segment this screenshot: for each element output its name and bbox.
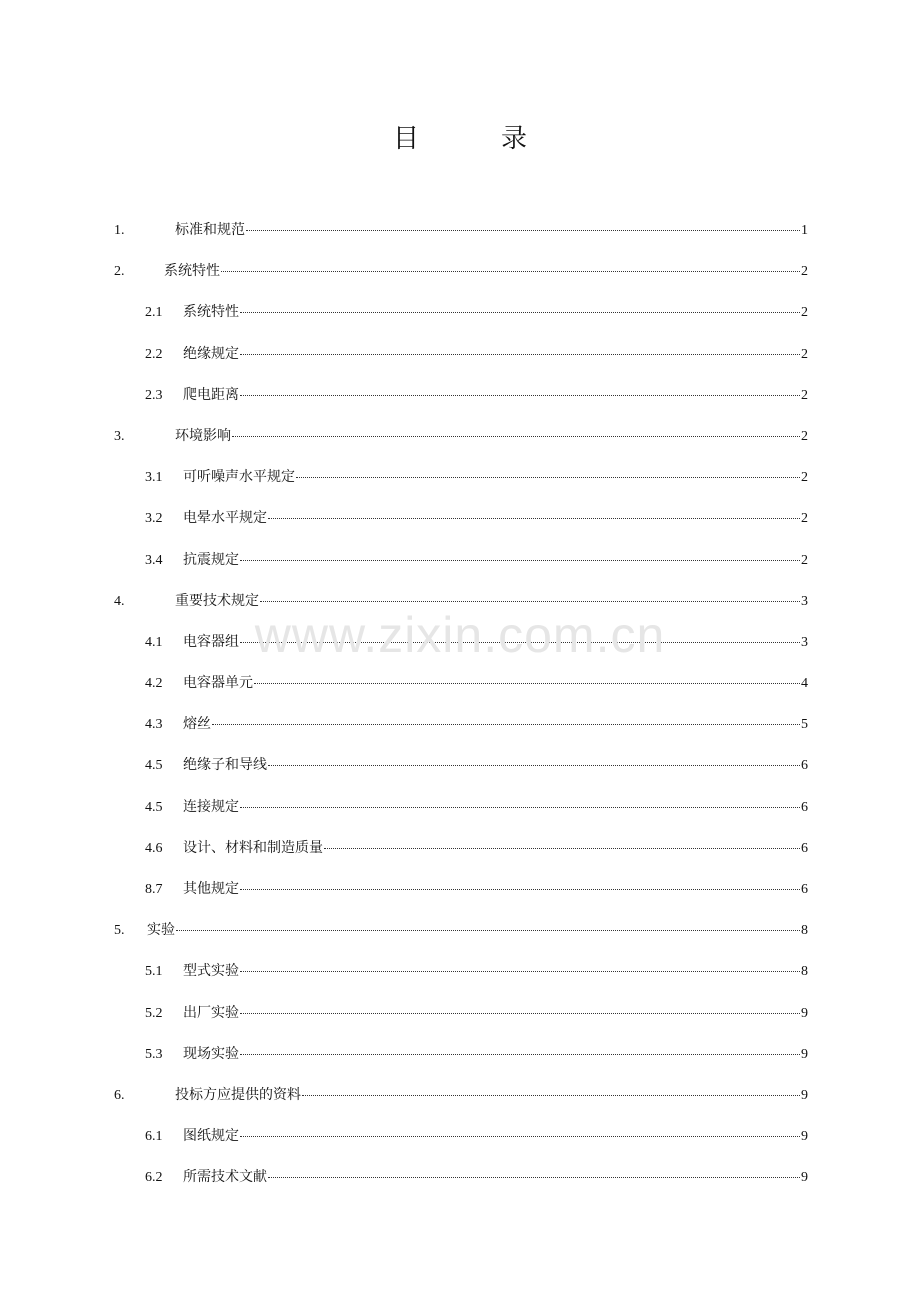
toc-entry-page-number: 6 (801, 799, 808, 815)
toc-entry-number: 8.7 (145, 882, 163, 897)
toc-entry-label: 电容器组 (183, 633, 239, 650)
toc-entry-label: 设计、材料和制造质量 (183, 839, 323, 856)
toc-entry[interactable] (0, 1038, 920, 1079)
toc-entry-label: 出厂实验 (183, 1004, 239, 1021)
toc-entry-label: 其他规定 (183, 881, 239, 897)
toc-entry-label: 熔丝 (183, 716, 211, 733)
toc-entry[interactable] (0, 255, 920, 296)
toc-entry-label: 电晕水平规定 (183, 510, 267, 527)
toc-entry-page-number: 2 (801, 346, 808, 362)
toc-entry-number: 4.3 (145, 717, 163, 733)
toc-entry-label: 系统特性 (164, 263, 220, 280)
toc-entry-page-number: 2 (801, 428, 808, 444)
toc-dot-leader (240, 312, 800, 313)
toc-entry-row (145, 754, 808, 774)
toc-dot-leader (240, 354, 800, 355)
toc-entry[interactable] (0, 873, 920, 914)
toc-entry[interactable] (0, 338, 920, 379)
toc-entry-row (145, 713, 808, 733)
page-title: 目 录 (392, 124, 555, 154)
toc-entry-row (145, 301, 808, 321)
toc-entry-page-number: 6 (801, 882, 808, 897)
toc-dot-leader (302, 1095, 800, 1096)
toc-entry-page-number: 8 (801, 964, 808, 980)
toc-entry-label: 电容器单元 (183, 675, 253, 692)
toc-entry-number: 2.3 (145, 387, 163, 403)
toc-dot-leader (240, 560, 800, 561)
toc-entry-number: 5.3 (145, 1046, 163, 1062)
toc-entry[interactable] (0, 1079, 920, 1120)
toc-entry-number: 4.1 (145, 634, 163, 650)
toc-entry-page-number: 6 (801, 758, 808, 774)
toc-dot-leader (268, 518, 800, 519)
toc-dot-leader (176, 930, 800, 931)
toc-entry-page-number: 2 (801, 387, 808, 403)
toc-entry-row (114, 1084, 808, 1104)
toc-entry-row (114, 590, 808, 610)
toc-dot-leader (296, 477, 800, 478)
toc-dot-leader (240, 889, 800, 890)
toc-entry[interactable] (0, 749, 920, 790)
toc-entry-row (114, 260, 808, 280)
toc-entry-row (145, 507, 808, 527)
toc-entry[interactable] (0, 667, 920, 708)
watermark: www.zixin.com.cn (254, 607, 666, 663)
toc-entry-page-number: 2 (801, 511, 808, 527)
toc-entry-label: 标准和规范 (175, 222, 245, 238)
toc-entry-row (145, 549, 808, 569)
toc-entry-page-number: 8 (801, 923, 808, 939)
toc-entry-number: 6.1 (145, 1129, 163, 1145)
toc-entry[interactable] (0, 544, 920, 585)
toc-entry[interactable] (0, 791, 920, 832)
toc-dot-leader (240, 1013, 800, 1014)
toc-entry-page-number: 2 (801, 305, 808, 321)
toc-dot-leader (232, 436, 800, 437)
toc-entry-row (114, 425, 808, 445)
toc-entry-number: 4.5 (145, 758, 163, 774)
toc-entry-number: 2.1 (145, 305, 163, 321)
toc-entry-page-number: 6 (801, 840, 808, 856)
toc-entry[interactable] (0, 461, 920, 502)
toc-entry-number: 3.2 (145, 511, 163, 527)
toc-entry-row (145, 837, 808, 857)
toc-entry-label: 绝缘子和导线 (183, 757, 267, 774)
toc-entry-page-number: 3 (801, 634, 808, 650)
toc-dot-leader (254, 683, 800, 684)
toc-entry[interactable] (0, 997, 920, 1038)
toc-entry-number: 5. (114, 923, 125, 939)
toc-dot-leader (268, 765, 800, 766)
toc-entry[interactable] (0, 955, 920, 996)
toc-entry-label: 现场实验 (183, 1045, 239, 1062)
toc-entry-label: 重要技术规定 (175, 592, 259, 609)
table-of-contents (0, 214, 920, 1203)
toc-entry-number: 5.1 (145, 964, 163, 980)
toc-entry-label: 实验 (147, 922, 175, 939)
toc-entry-label: 环境影响 (175, 427, 231, 444)
toc-entry-page-number: 2 (801, 470, 808, 486)
toc-entry-row (145, 1166, 808, 1186)
toc-entry[interactable] (0, 379, 920, 420)
toc-entry-row (145, 796, 808, 816)
toc-entry-number: 4. (114, 593, 125, 609)
toc-entry-number: 6.2 (145, 1170, 163, 1186)
toc-dot-leader (240, 395, 800, 396)
toc-entry-label: 绝缘规定 (183, 345, 239, 362)
toc-entry[interactable] (0, 420, 920, 461)
toc-entry-number: 3.1 (145, 470, 163, 486)
toc-entry[interactable] (0, 1120, 920, 1161)
toc-entry-label: 投标方应提供的资料 (175, 1086, 301, 1103)
toc-entry-page-number: 2 (801, 264, 808, 280)
toc-entry-number: 6. (114, 1087, 125, 1103)
toc-entry-row (145, 384, 808, 404)
toc-entry-page-number: 3 (801, 593, 808, 609)
toc-entry[interactable] (0, 708, 920, 749)
toc-entry-row (145, 631, 808, 651)
toc-dot-leader (240, 1136, 800, 1137)
toc-entry-page-number: 1 (801, 223, 808, 238)
toc-entry-row (114, 219, 808, 239)
toc-entry-row (145, 466, 808, 486)
toc-entry-label: 爬电距离 (183, 386, 239, 403)
toc-dot-leader (260, 601, 800, 602)
toc-entry-page-number: 9 (801, 1087, 808, 1103)
toc-entry-number: 2. (114, 264, 125, 280)
toc-dot-leader (212, 724, 800, 725)
toc-entry-page-number: 4 (801, 676, 808, 692)
toc-entry-page-number: 9 (801, 1170, 808, 1186)
toc-entry-label: 型式实验 (183, 963, 239, 980)
toc-entry-row (145, 1043, 808, 1063)
toc-entry-row (145, 878, 808, 898)
toc-entry-number: 1. (114, 223, 125, 238)
toc-entry-page-number: 9 (801, 1005, 808, 1021)
toc-entry-row (145, 1125, 808, 1145)
toc-dot-leader (324, 848, 800, 849)
toc-dot-leader (240, 1054, 800, 1055)
toc-entry[interactable] (0, 502, 920, 543)
toc-entry-number: 4.2 (145, 676, 163, 692)
toc-entry-number: 4.5 (145, 799, 163, 815)
toc-entry-label: 图纸规定 (183, 1128, 239, 1145)
toc-entry[interactable] (0, 832, 920, 873)
toc-entry-row (145, 1002, 808, 1022)
toc-entry[interactable] (0, 214, 920, 255)
toc-dot-leader (246, 230, 800, 231)
toc-dot-leader (240, 807, 800, 808)
toc-entry-number: 5.2 (145, 1005, 163, 1021)
toc-entry-row (145, 960, 808, 980)
toc-entry[interactable] (0, 296, 920, 337)
toc-entry-page-number: 9 (801, 1046, 808, 1062)
toc-entry[interactable] (0, 585, 920, 626)
toc-dot-leader (268, 1177, 800, 1178)
toc-entry-label: 连接规定 (183, 798, 239, 815)
toc-entry-number: 4.6 (145, 840, 163, 856)
toc-entry-page-number: 5 (801, 717, 808, 733)
toc-entry-row (145, 343, 808, 363)
toc-entry-page-number: 9 (801, 1129, 808, 1145)
toc-entry-label: 系统特性 (183, 304, 239, 321)
toc-entry-row (114, 919, 808, 939)
toc-dot-leader (240, 642, 800, 643)
toc-entry-label: 抗震规定 (183, 551, 239, 568)
toc-entry[interactable] (0, 1161, 920, 1202)
toc-entry-number: 3.4 (145, 552, 163, 568)
toc-entry-page-number: 2 (801, 552, 808, 568)
toc-entry-number: 3. (114, 428, 125, 444)
toc-entry-row (145, 672, 808, 692)
toc-entry-number: 2.2 (145, 346, 163, 362)
toc-entry-label: 可听噪声水平规定 (183, 469, 295, 486)
toc-dot-leader (221, 271, 800, 272)
toc-entry[interactable] (0, 626, 920, 667)
toc-entry[interactable] (0, 914, 920, 955)
toc-entry-label: 所需技术文献 (183, 1169, 267, 1186)
toc-dot-leader (240, 971, 800, 972)
